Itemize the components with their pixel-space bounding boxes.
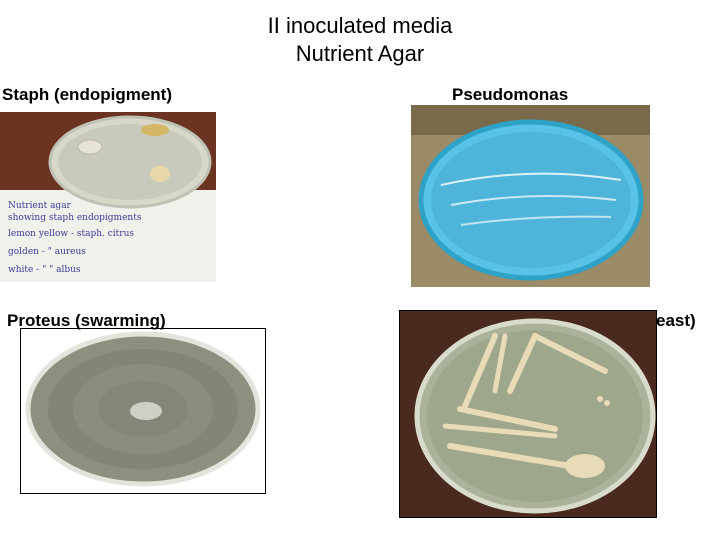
label-yeast: east)	[656, 311, 696, 330]
slide-title	[0, 12, 720, 68]
yeast-photo	[399, 310, 657, 518]
note-line-4: golden - " aureus	[8, 247, 86, 257]
pseudomonas-photo	[411, 105, 650, 287]
label-pseudomonas: Pseudomonas	[452, 85, 569, 104]
label-proteus: Proteus (swarming)	[7, 311, 166, 330]
note-line-5: white - " " albus	[8, 265, 81, 275]
slide-title-line-2: Nutrient Agar	[295, 41, 425, 66]
note-line-2: showing staph endopigments	[8, 213, 142, 223]
proteus-photo	[20, 328, 266, 494]
note-line-1: Nutrient agar	[8, 201, 71, 211]
label-staph: Staph (endopigment)	[2, 85, 172, 104]
slide-title-line-1: II inoculated media	[267, 13, 453, 38]
note-line-3: lemon yellow - staph. citrus	[8, 229, 134, 239]
staph-photo	[0, 112, 216, 282]
